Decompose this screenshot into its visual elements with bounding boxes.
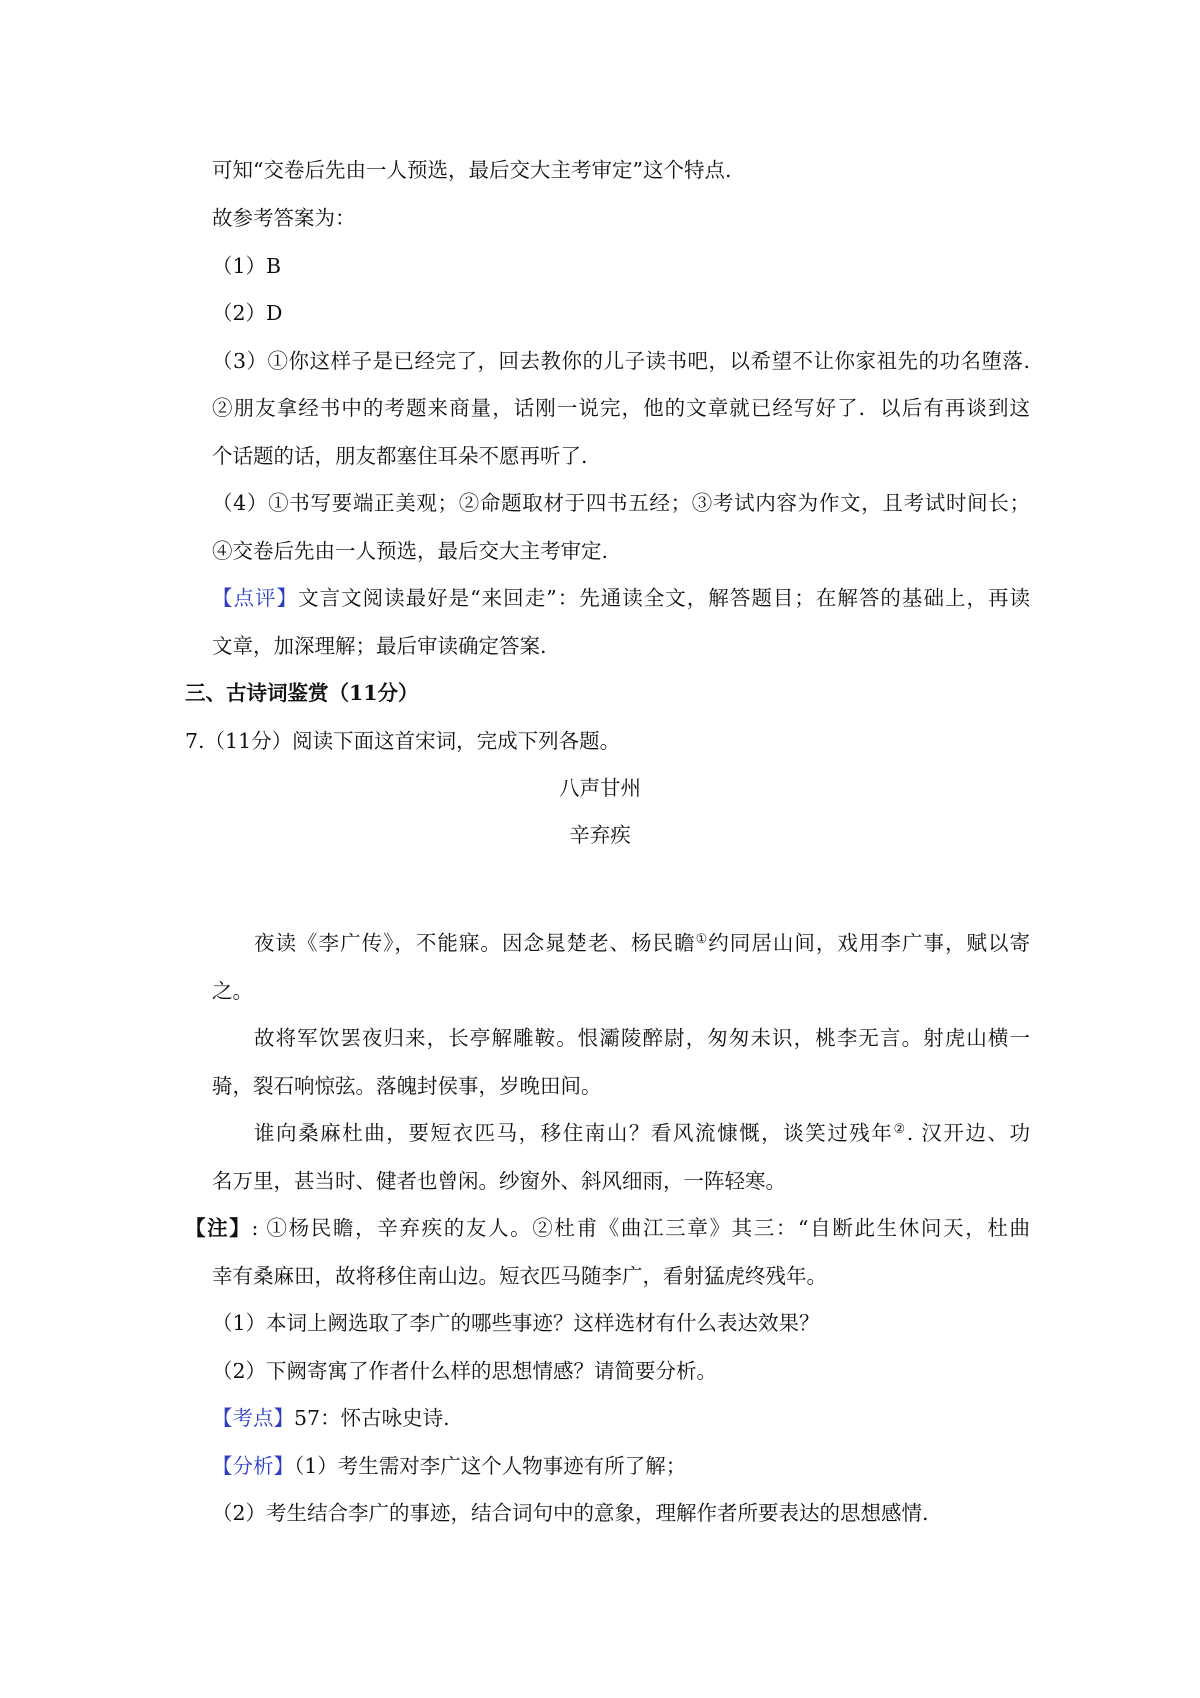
poem-title: 八声甘州 — [559, 776, 641, 800]
answer-2: （2）D — [212, 301, 283, 325]
answer-3-line: 个话题的话，朋友都塞住耳朵不愿再听了. — [212, 444, 588, 468]
stanza-text: 谁向桑麻杜曲，要短衣匹马，移住南山？看风流慷慨，谈笑过残年 — [254, 1121, 894, 1145]
comment-line: 文章，加深理解；最后审读确定答案. — [212, 634, 547, 658]
comment-text: 文言文阅读最好是“来回走”：先通读全文，解答题目；在解答的基础上，再读 — [298, 586, 1030, 610]
fenxi-tag: 【分析】 — [212, 1454, 294, 1478]
kaodian-text: 57：怀古咏史诗. — [294, 1406, 450, 1430]
notes-line: 幸有桑麻田，故将移住南山边。短衣匹马随李广，看射猛虎终残年。 — [212, 1264, 827, 1288]
sub-question-2: （2）下阙寄寓了作者什么样的思想情感？请简要分析。 — [212, 1359, 718, 1383]
answer-4-line: （4）①书写要端正美观；②命题取材于四书五经；③考试内容为作文，且考试时间长； — [212, 491, 1030, 515]
question-7-stem: 7.（11分）阅读下面这首宋词，完成下列各题。 — [185, 729, 621, 753]
answer-3-line: ②朋友拿经书中的考题来商量，话刚一说完，他的文章就已经写好了．以后有再谈到这 — [212, 396, 1030, 420]
poem-stanza-1-line: 骑，裂石响惊弦。落魄封侯事，岁晚田间。 — [212, 1074, 602, 1098]
comment-line — [212, 585, 1030, 611]
preface-text: 约同居山间，戏用李广事，赋以寄 — [708, 931, 1031, 955]
reference-answer-intro: 故参考答案为： — [212, 206, 356, 230]
answer-3-line: （3）①你这样子是已经完了，回去教你的儿子读书吧，以希望不让你家祖先的功名堕落. — [212, 349, 1030, 373]
poem-author: 辛弃疾 — [569, 823, 631, 847]
fenxi-line: （2）考生结合李广的事迹，结合词句中的意象，理解作者所要表达的思想感情. — [212, 1501, 929, 1525]
notes-tag: 【注】 — [185, 1216, 252, 1240]
answer-4-line: ④交卷后先由一人预选，最后交大主考审定. — [212, 539, 609, 563]
note-marker-2: ② — [893, 1122, 907, 1137]
comment-tag: 【点评】 — [212, 586, 299, 610]
poem-stanza-2-line: 名万里，甚当时、健者也曾闲。纱窗外、斜风细雨，一阵轻寒。 — [212, 1169, 786, 1193]
fenxi-line — [212, 1453, 686, 1479]
notes-text: : ①杨民瞻，辛弃疾的友人。②杜甫《曲江三章》其三：“自断此生休问天，杜曲 — [251, 1216, 1031, 1240]
section-heading: 三、古诗词鉴赏（11分） — [185, 681, 419, 705]
kaodian-tag: 【考点】 — [212, 1406, 294, 1430]
preface-text: 夜读《李广传》，不能寐。因念晁楚老、杨民瞻 — [254, 931, 696, 955]
kaodian-line — [212, 1405, 450, 1431]
poem-stanza-1-line: 故将军饮罢夜归来，长亭解雕鞍。恨灞陵醉尉，匆匆未识，桃李无言。射虎山横一 — [254, 1026, 1030, 1050]
poem-preface-line — [254, 930, 1030, 956]
sub-question-1: （1）本词上阙选取了李广的哪些事迹？这样选材有什么表达效果？ — [212, 1311, 820, 1335]
poem-preface-line: 之。 — [212, 979, 253, 1003]
notes-line — [185, 1215, 1030, 1241]
solution-line: 可知“交卷后先由一人预选，最后交大主考审定”这个特点. — [212, 158, 732, 182]
fenxi-text: （1）考生需对李广这个人物事迹有所了解； — [294, 1454, 687, 1478]
answer-1: （1）B — [212, 254, 282, 278]
poem-stanza-2-line — [254, 1120, 1030, 1146]
note-marker-1: ① — [695, 932, 709, 947]
stanza-text: . 汉开边、功 — [906, 1121, 1031, 1145]
